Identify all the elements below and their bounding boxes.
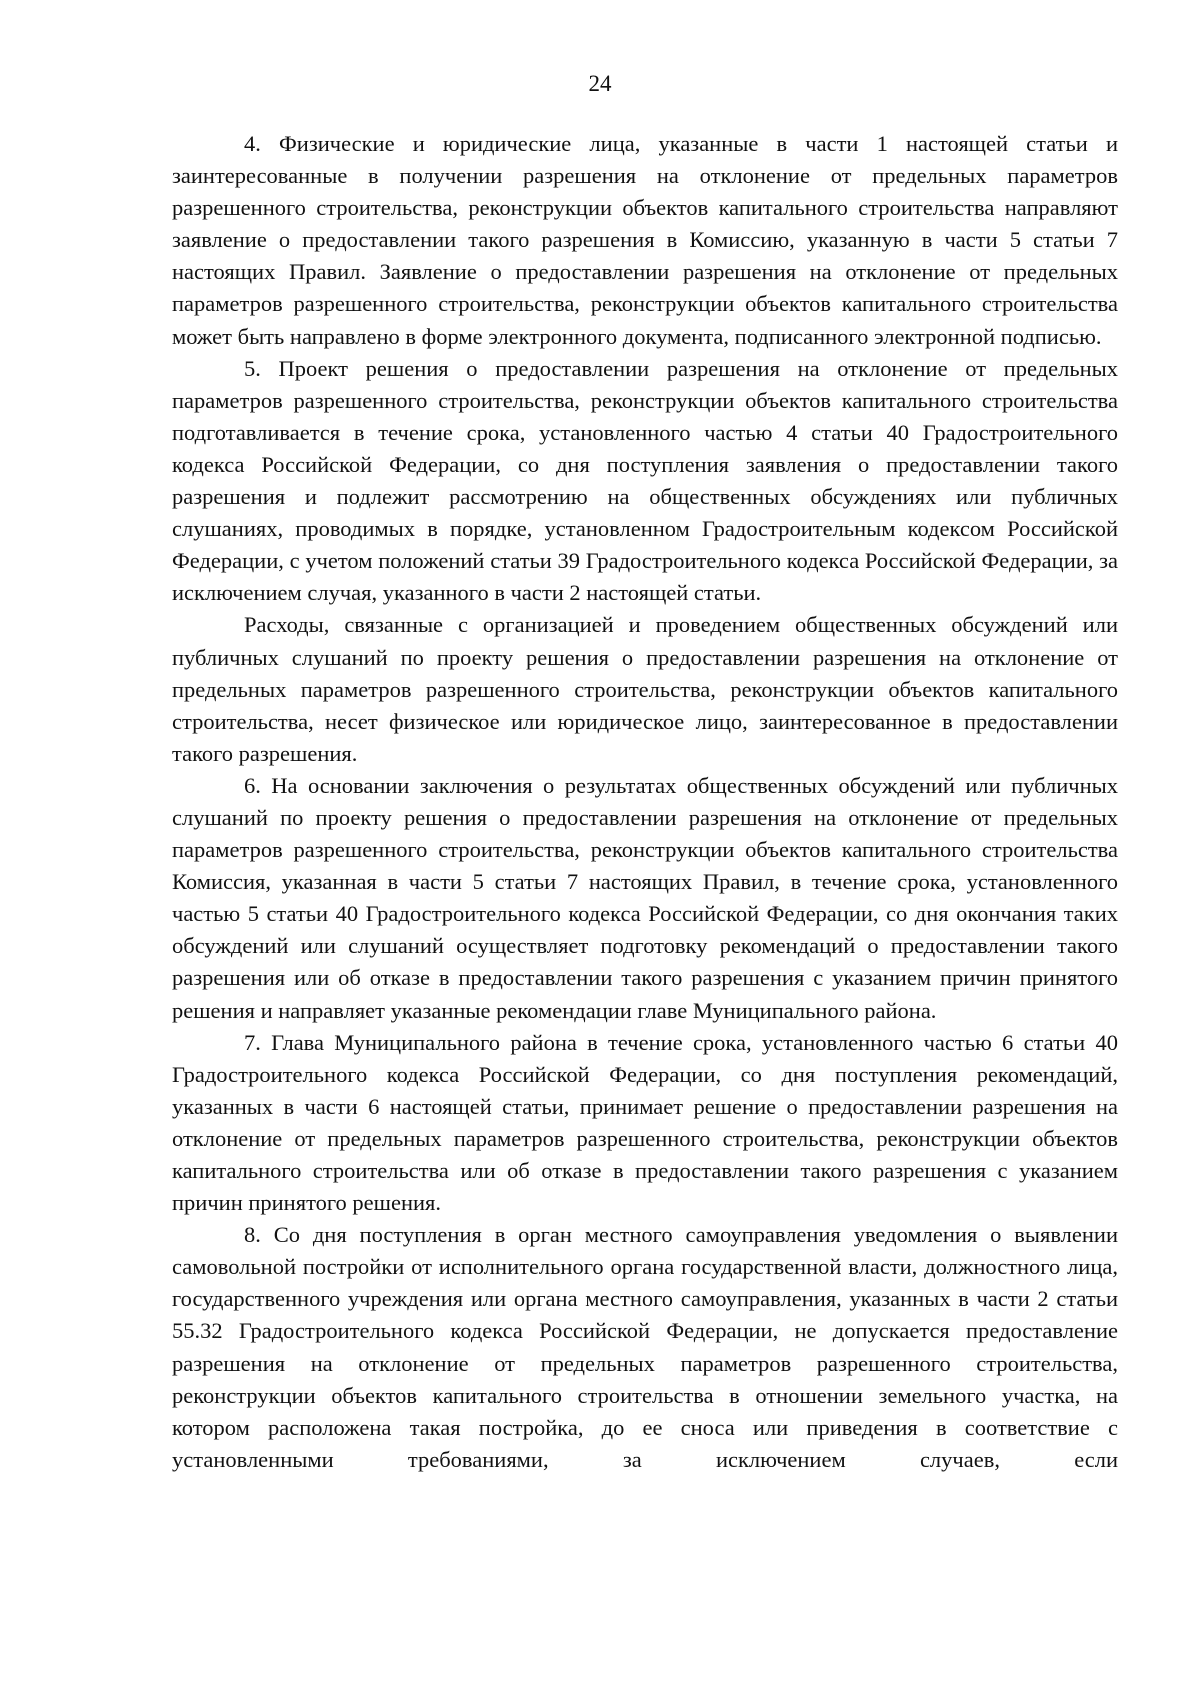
paragraph-8: 8. Со дня поступления в орган местного самоуправления уведомления о выявлении самовольной постройки от исполнительного органа государственной власти, должностного лица, государственного учреждения или органа местного самоуправления, указанных в части 2 статьи 55.32 Градостроительного кодекса Российской Федерации, не допускается предоставление разрешения на отклонение от предельных параметров разрешенного строительства, реконструкции объектов капитального строительства в отношении земельного участка, на котором расположена такая постройка, до ее сноса или приведения в соответствие с установленными требованиями, за исключением случаев, если [172,1222,1118,1472]
page-number: 24 [588,71,612,96]
paragraph-7: 7. Глава Муниципального района в течение срока, установленного частью 6 статьи 40 Градостроительного кодекса Российской Федерации, со дня поступления рекомендаций, указанных в части 6 настоящей статьи, принимает решение о предоставлении разрешения на отклонение от предельных параметров разрешенного строительства, реконструкции объектов капитального строительства или об отказе в предоставлении такого разрешения с указанием причин принятого решения. [172,1029,1118,1216]
paragraph-5: 5. Проект решения о предоставлении разрешения на отклонение от предельных параметров разрешенного строительства, реконструкции объектов капитального строительства подготавливается в течение срока, установленного частью 4 статьи 40 Градостроительного кодекса Российской Федерации, со дня поступления заявления о предоставлении такого разрешения и подлежит рассмотрению на общественных обсуждениях или публичных слушаниях, проводимых в порядке, установленном Градостроительным кодексом Российской Федерации, с учетом положений статьи 39 Градостроительного кодекса Российской Федерации, за исключением случая, указанного в части 2 настоящей статьи. [172,355,1118,606]
paragraph-expenses: Расходы, связанные с организацией и проведением общественных обсуждений или публичных слушаний по проекту решения о предоставлении разрешения на отклонение от предельных параметров разрешенного строительства, реконструкции объектов капитального строительства, несет физическое или юридическое лицо, заинтересованное в предоставлении такого разрешения. [172,612,1118,766]
paragraph-6: 6. На основании заключения о результатах общественных обсуждений или публичных слушаний по проекту решения о предоставлении разрешения на отклонение от предельных параметров разрешенного строительства, реконструкции объектов капитального строительства Комиссия, указанная в части 5 статьи 7 настоящих Правил, в течение срока, установленного частью 5 статьи 40 Градостроительного кодекса Российской Федерации, со дня окончания таких обсуждений или слушаний осуществляет подготовку рекомендаций о предоставлении такого разрешения или об отказе в предоставлении такого разрешения с указанием причин принятого решения и направляет указанные рекомендации главе Муниципального района. [172,772,1118,1023]
document-body [172,128,1118,1476]
paragraph-4: 4. Физические и юридические лица, указанные в части 1 настоящей статьи и заинтересованные в получении разрешения на отклонение от предельных параметров разрешенного строительства, реконструкции объектов капитального строительства направляют заявление о предоставлении такого разрешения в Комиссию, указанную в части 5 статьи 7 настоящих Правил. Заявление о предоставлении разрешения на отклонение от предельных параметров разрешенного строительства, реконструкции объектов капитального строительства может быть направлено в форме электронного документа, подписанного электронной подписью. [172,131,1118,349]
